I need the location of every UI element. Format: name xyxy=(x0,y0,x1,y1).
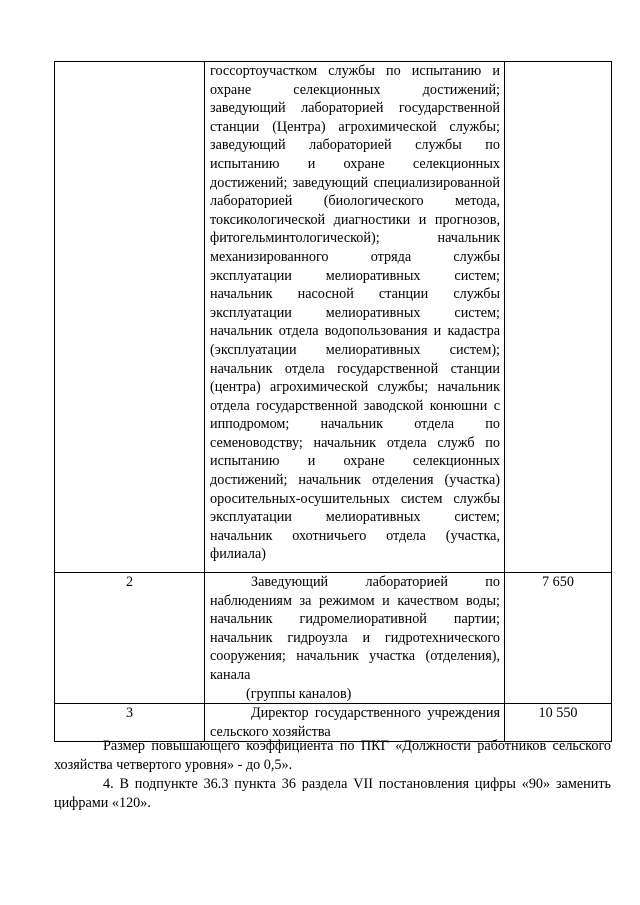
position-text: Директор государственного учреждения сельского хозяйства xyxy=(210,705,500,740)
positions-table xyxy=(54,61,612,742)
row-number xyxy=(55,62,205,573)
position-cell xyxy=(205,573,505,704)
table-row xyxy=(55,573,612,704)
row-number: 2 xyxy=(55,573,205,704)
salary-cell xyxy=(505,62,612,573)
position-text: госсортоучастком службы по испытанию и охране селекционных достижений; заведующий лабораторией государственной станции (Центра) агрохимической службы; заведующий лабораторией службы по испытанию и охране селекционных достижений; заведующий специализированной лабораторией (биологического метода, токсикологической диагностики и прогнозов, фитогельминтологической); начальник механизированного отряда службы эксплуатации мелиоративных систем; начальник насосной станции службы эксплуатации мелиоративных систем; начальник отдела водопользования и кадастра (эксплуатации мелиоративных систем); начальник отдела государственной станции (центра) агрохимической службы; начальник отдела государственной заводской конюшни с ипподромом; начальник отдела по семеноводству; начальник отдела служб по испытанию и охране селекционных достижений; начальник отделения (участка) оросительных-осушительных систем службы эксплуатации мелиоративных систем; начальник охотничьего отдела (участка, филиала) xyxy=(210,63,500,563)
position-text-continuation: (группы каналов) xyxy=(246,685,352,702)
position-text: Заведующий лабораторией по наблюдениям за режимом и качеством воды; начальник гидромелиоративной партии; начальник гидроузла и гидротехнического сооружения; начальник участка (отделения), канала xyxy=(210,574,500,683)
amendment-paragraph: 4. В подпункте 36.3 пункта 36 раздела VII постановления цифры «90» заменить цифрами «120». xyxy=(54,776,611,811)
table-row xyxy=(55,62,612,573)
row-number: 3 xyxy=(55,704,205,742)
salary-cell: 10 550 xyxy=(505,704,612,742)
salary-cell: 7 650 xyxy=(505,573,612,704)
position-cell xyxy=(205,62,505,573)
coefficient-paragraph: Размер повышающего коэффициента по ПКГ «Должности работников сельского хозяйства четвертого уровня» - до 0,5». xyxy=(54,738,611,773)
